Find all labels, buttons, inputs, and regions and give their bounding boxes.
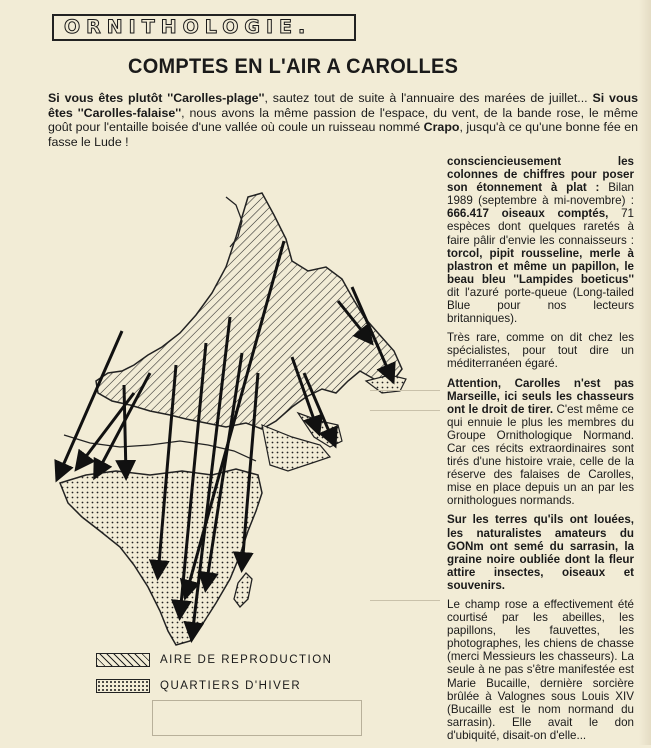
article-column [447, 155, 634, 748]
migration-arrow [124, 385, 126, 475]
legend-wintering-label: QUARTIERS D'HIVER [160, 680, 302, 692]
bleed-through [370, 410, 440, 411]
hatch-swatch [96, 653, 150, 667]
intro-bold-1: Si vous êtes plutôt ''Carolles-plage'' [48, 91, 265, 105]
article-intro [48, 91, 638, 149]
col-bold: Attention, Carolles n'est pas Marseille, ici seuls les chasseurs ont le droit de tirer. [447, 376, 634, 416]
bleed-through [370, 600, 440, 601]
intro-text-3: , jusqu'à ce qu'une bonne fée en fasse le Lude ! [48, 120, 638, 149]
col-text: Bilan 1989 (septembre à mi-novembre) : [447, 181, 634, 208]
dots-swatch [96, 679, 150, 693]
legend-wintering [96, 678, 301, 694]
col-bold: Sur les terres qu'ils ont louées, les naturalistes amateurs du GONm ont semé du sarrasin, la graine noire oubliée dont la fleur attire insectes, oiseaux et souvenirs. [447, 513, 634, 592]
column-paragraph-4 [447, 513, 634, 592]
page-edge [639, 0, 651, 745]
legend-breeding [96, 652, 333, 668]
map-legend [96, 650, 396, 696]
col-text: dit l'azuré porte-queue (Long-tailed Blue pour nos lecteurs britanniques). [447, 285, 634, 326]
madagascar [234, 573, 252, 607]
bottom-box-bleed [152, 700, 362, 736]
intro-text-1: , sautez tout de suite à l'annuaire des marées de juillet... [264, 91, 593, 105]
column-paragraph-1 [447, 155, 634, 325]
col-bold: 666.417 oiseaux comptés, [447, 207, 609, 221]
article-title: COMPTES EN L'AIR A CAROLLES [128, 55, 459, 78]
column-paragraph-3 [447, 377, 634, 508]
intro-bold-3: Crapo [423, 120, 460, 135]
col-text: 71 espèces dont quelques raretés à faire pâlir d'envie les connaisseurs : [447, 207, 634, 247]
migration-arrow [58, 331, 122, 477]
col-bold: consciencieusement les colonnes de chiffres pour poser son étonnement à plat : [447, 155, 634, 195]
col-bold: torcol, pipit rousseline, merle à plastron et même un papillon, le beau bleu ''Lampides boeticus'' [447, 246, 634, 286]
column-paragraph-2: Très rare, comme on dit chez les spécialistes, pour tout dire un méditerranéen égaré. [447, 331, 634, 371]
intro-text-2: , nous avons la même passion de l'espace, du vent, de la bande rose, le même goût pour l'entaille boisée d'une vallée où coule un ruisseau nommé [48, 105, 638, 135]
breeding-area [96, 193, 402, 429]
column-paragraph-5: Le champ rose a effectivement été courtisé par les abeilles, les papillons, les fauvettes, les photographes, les chiens de chasse (merci Messieurs les chasseurs). La seule à ne pas s'être manifestée est Marie Bucaille, dernière sorcière brûlée à Valognes sous Louis XIV (Bucaille est le nom normand du sarrasin). Elle avait le don d'ubiquité, disait-on d'elle... [447, 598, 634, 742]
legend-breeding-label: AIRE DE REPRODUCTION [160, 654, 333, 666]
intro-bold-2: Si vous êtes ''Carolles-falaise'' [48, 91, 638, 120]
col-text: C'est même ce qui ennuie le plus les membres du Groupe Ornithologique Normand. Car ces récits extraordinaires sont tirés d'une histoire vraie, celle de la réserve des falaises de Carolles, mise en place depuis un an par les ornithologues normands. [447, 402, 634, 508]
bleed-through [370, 390, 440, 391]
section-rubric: ORNITHOLOGIE. [52, 14, 356, 41]
